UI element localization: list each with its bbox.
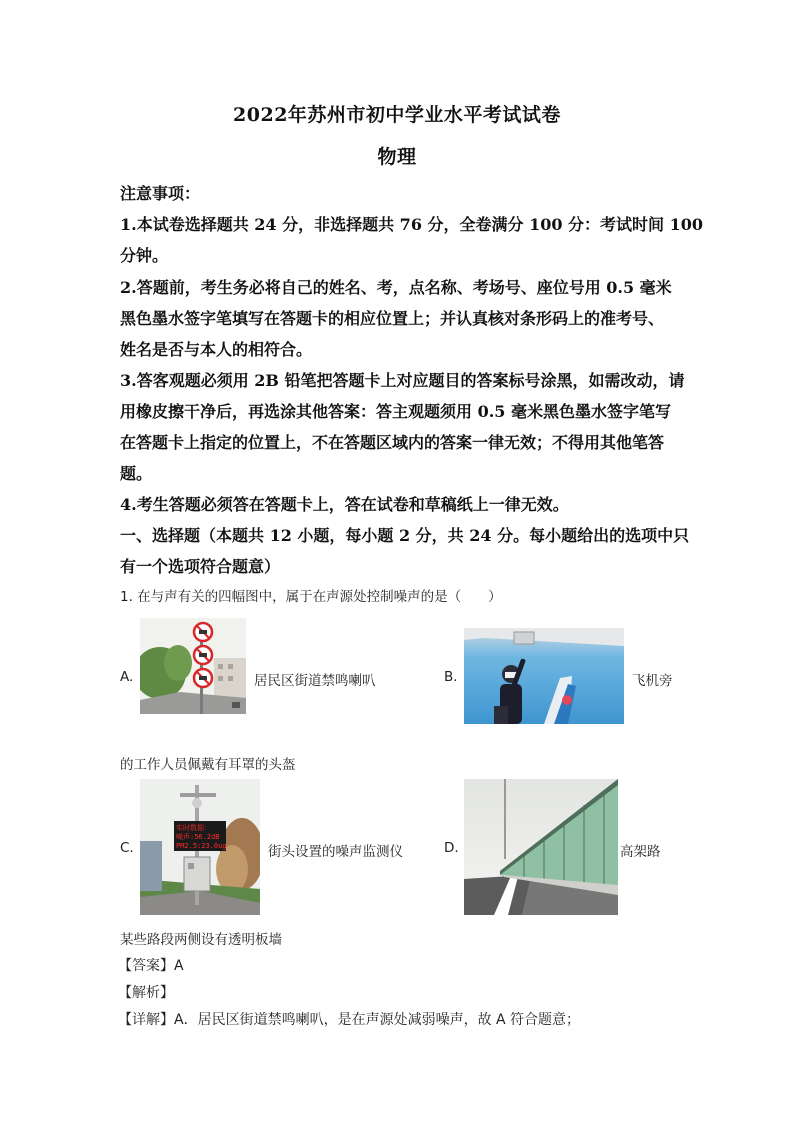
detail-line: 【详解】A．居民区街道禁鸣喇叭，是在声源处减弱噪声，故 A 符合题意； bbox=[118, 1012, 581, 1028]
option-c-text: 街头设置的噪声监测仪 bbox=[268, 844, 403, 860]
notice-line: 黑色墨水签字笔填写在答题卡的相应位置上；并认真核对条形码上的准考号、 bbox=[120, 309, 665, 328]
option-b-text: 飞机旁 bbox=[632, 673, 673, 689]
option-a-letter: A. bbox=[120, 669, 134, 685]
notice-line: 分钟。 bbox=[120, 246, 169, 265]
monitor-display-line-1: 实时数据： bbox=[176, 824, 211, 832]
question-1-stem: 1. 在与声有关的四幅图中，属于在声源处控制噪声的是（ ） bbox=[120, 589, 502, 605]
notice-line: 4.考生答题必须答在答题卡上，答在试卷和草稿纸上一律无效。 bbox=[120, 495, 569, 514]
answer-label: 【答案】A bbox=[118, 958, 184, 974]
option-d-image[interactable] bbox=[464, 779, 618, 915]
notice-line: 1.本试卷选择题共 24 分，非选择题共 76 分，全卷满分 100 分：考试时间 100 bbox=[120, 215, 704, 234]
notice-line: 在答题卡上指定的位置上，不在答题区域内的答案一律无效；不得用其他笔答 bbox=[120, 433, 665, 452]
option-d-text-cont: 某些路段两侧设有透明板墙 bbox=[120, 932, 282, 948]
exam-subject: 物理 bbox=[377, 146, 417, 168]
option-a-text: 居民区街道禁鸣喇叭 bbox=[254, 673, 376, 689]
option-b-image[interactable] bbox=[464, 628, 624, 724]
notice-line: 2.答题前，考生务必将自己的姓名、考，点名称、考场号、座位号用 0.5 毫米 bbox=[120, 278, 672, 297]
exam-title: 2022年苏州市初中学业水平考试试卷 bbox=[233, 104, 561, 126]
option-d-letter: D. bbox=[444, 840, 459, 856]
option-c-letter: C. bbox=[120, 840, 134, 856]
analysis-heading: 【解析】 bbox=[118, 985, 174, 1001]
notice-line: 题。 bbox=[120, 464, 153, 483]
notice-line: 3.答客观题必须用 2B 铅笔把答题卡上对应题目的答案标号涂黑，如需改动，请 bbox=[120, 371, 685, 390]
option-a-image[interactable] bbox=[140, 618, 246, 714]
notice-line: 姓名是否与本人的相符合。 bbox=[120, 340, 313, 359]
option-d-text: 高架路 bbox=[620, 844, 661, 860]
section-heading: 有一个选项符合题意） bbox=[120, 557, 281, 576]
option-b-text-cont: 的工作人员佩戴有耳罩的头盔 bbox=[120, 757, 296, 773]
notice-line: 用橡皮擦干净后，再选涂其他答案：答主观题须用 0.5 毫米黑色墨水签字笔写 bbox=[120, 402, 671, 421]
notice-heading: 注意事项： bbox=[120, 184, 201, 203]
section-heading: 一、选择题（本题共 12 小题，每小题 2 分，共 24 分。每小题给出的选项中只 bbox=[120, 526, 690, 545]
monitor-display-line-3: PM2.5:23.0ug bbox=[176, 842, 227, 850]
option-b-letter: B. bbox=[444, 669, 458, 685]
option-c-image[interactable] bbox=[140, 779, 260, 915]
monitor-display-line-2: 噪声:56.2dB bbox=[176, 833, 220, 841]
